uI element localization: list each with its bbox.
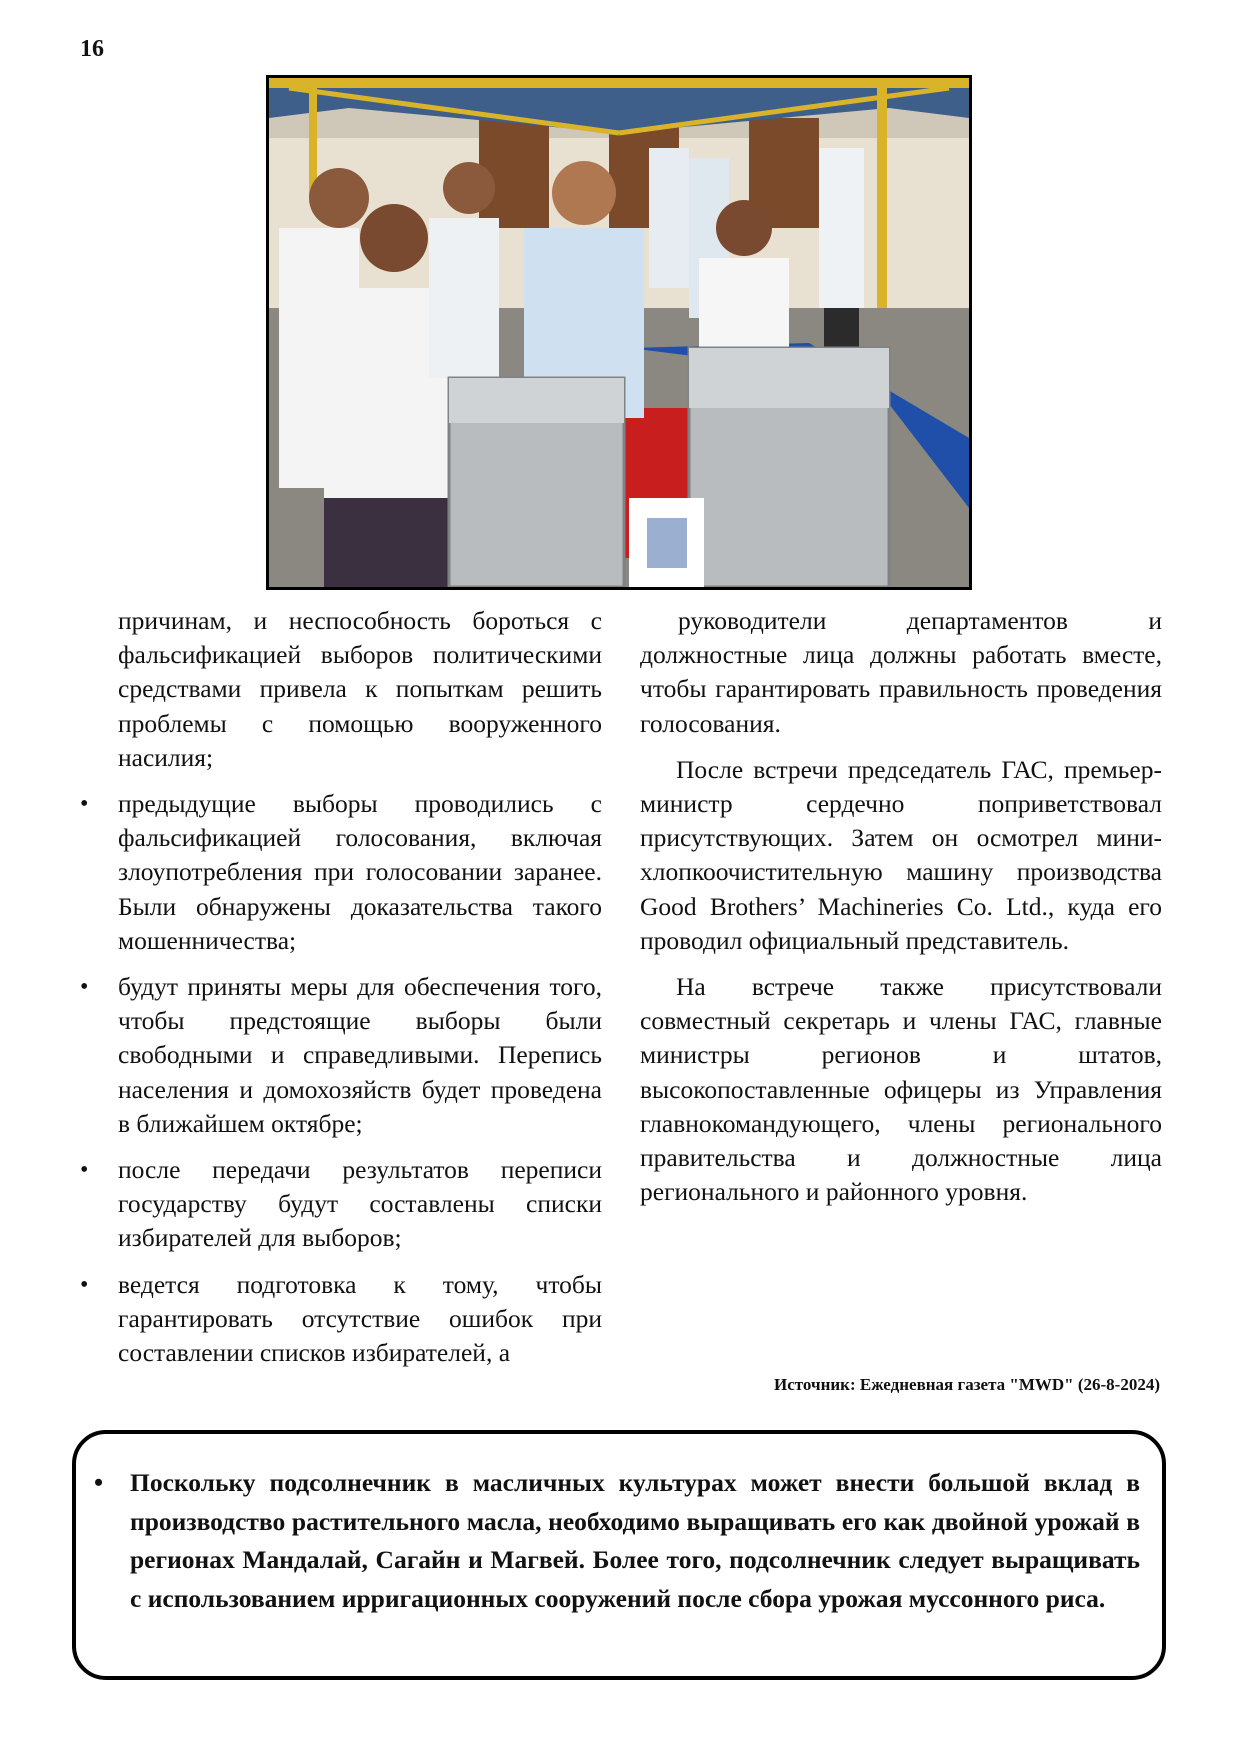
right-continuation-text: руководители департаментов и должностные лица должны работать вместе, чтобы гарантировать правильность проведения голосования. (640, 606, 1162, 738)
paragraph: После встречи председатель ГАС, премьер-министр сердечно поприветствовал присутствующих. Затем он осмотрел мини-хлопкоочистительную машину производства Good Brothers’ Machineries Co. Ltd., куда его проводил официальный представитель. (640, 754, 1162, 955)
left-column (80, 604, 602, 1382)
note-text: Поскольку подсолнечник в масличных культурах может внести большой вклад в производство растительного масла, необходимо выращивать его как двойной урожай в регионах Мандалай, Сагайн и Магвей. Более того, подсолнечник следует выращивать с использованием ирригационных сооружений после сбора урожая муссонного риса. (130, 1468, 1140, 1613)
list-item: • предыдущие выборы проводились с фальсификацией голосования, включая злоупотребления при голосовании заранее. Были обнаружены доказательства такого мошенничества; (80, 787, 602, 958)
list-item: • будут приняты меры для обеспечения того, чтобы предстоящие выборы были свободными и справедливыми. Перепись населения и домохозяйств будет проведена в ближайшем октябре; (80, 970, 602, 1141)
left-continuation-text: причинам, и неспособность бороться с фальсификацией выборов политическими средствами привела к попыткам решить проблемы с помощью вооруженного насилия; (118, 606, 602, 772)
bullet-icon: • (94, 1468, 104, 1497)
paragraph: На встрече также присутствовали совместный секретарь и члены ГАС, главные министры регионов и штатов, высокопоставленные офицеры из Управления главнокомандующего, члены регионального правительства и должностные лица регионального и районного уровня. (640, 972, 1162, 1207)
list-item: • после передачи результатов переписи государству будут составлены списки избирателей для выборов; (80, 1153, 602, 1256)
meeting-photo (266, 75, 972, 590)
highlight-note-box (72, 1430, 1166, 1680)
list-item: • ведется подготовка к тому, чтобы гарантировать отсутствие ошибок при составлении списков избирателей, а (80, 1268, 602, 1371)
source-citation: Источник: Ежедневная газета "MWD" (26-8-2024) (774, 1375, 1160, 1394)
photo-illustration (269, 78, 969, 587)
bullet-list (80, 787, 602, 1370)
right-column (640, 604, 1162, 1209)
page-number: 16 (80, 36, 104, 62)
